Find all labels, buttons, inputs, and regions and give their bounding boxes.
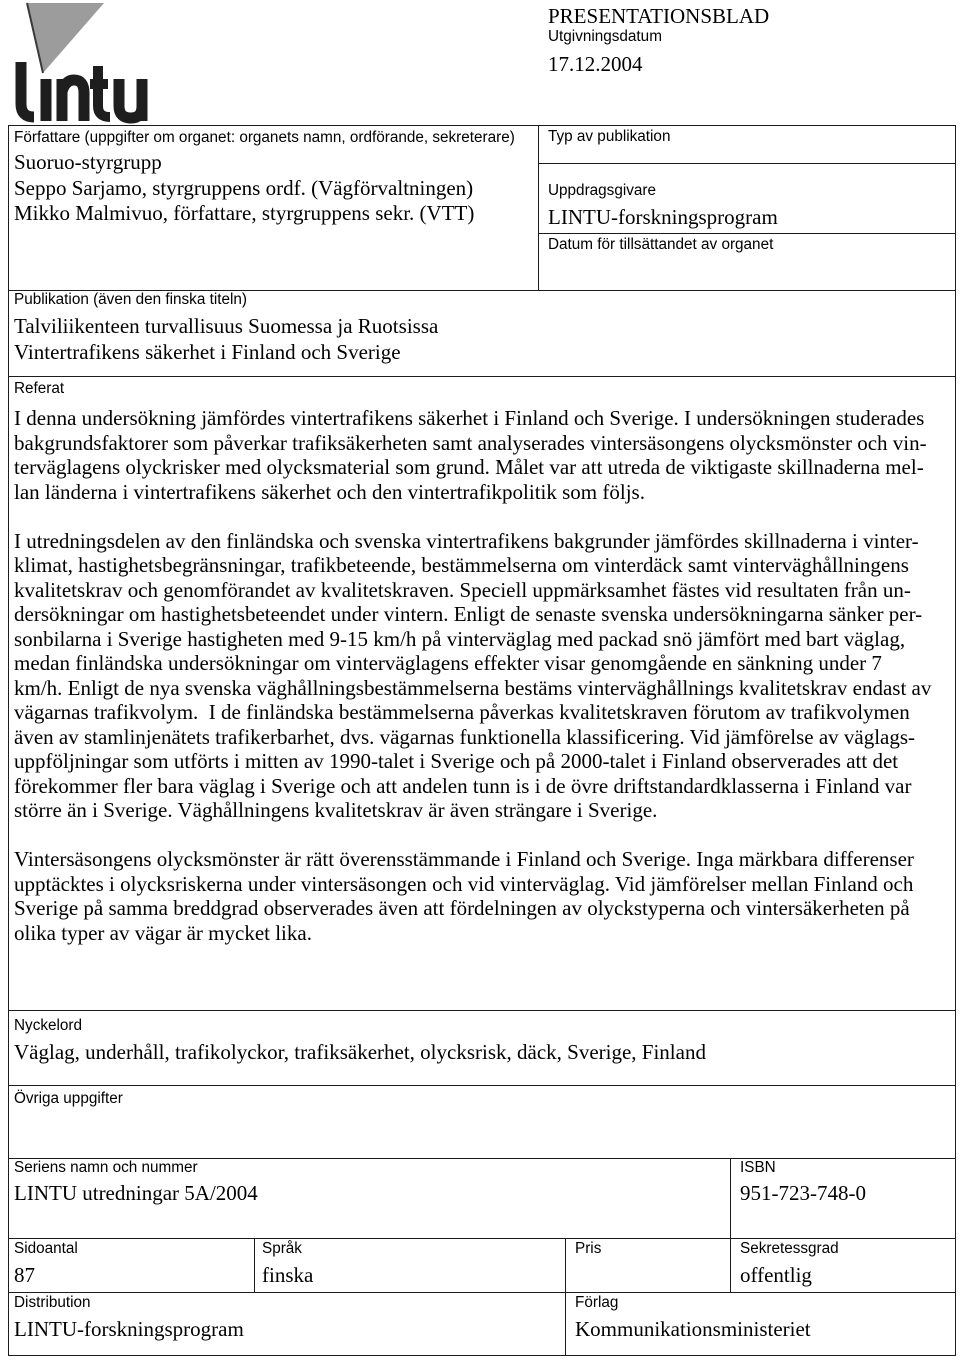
authors-list	[14, 150, 538, 227]
other-info-label: Övriga uppgifter	[14, 1090, 123, 1107]
abstract-line: km/h. Enligt de nya svenska väghållningsbestämmelserna bestäms vinterväghållnings kvalitetskrav endast av	[14, 675, 932, 700]
price-cell	[565, 1238, 731, 1293]
abstract-line: dersökningar om hastighetsbeteendet under vintern. Enligt de senaste svenska undersökningarna sänker per-	[14, 602, 923, 626]
language-label: Språk	[262, 1240, 302, 1257]
logo-letter-n	[62, 79, 84, 121]
distribution-label: Distribution	[14, 1294, 91, 1311]
abstract-line: upptäcktes i olycksriskerna under vintersäsongen och vid vinterväglag. Vid jämförelser mellan Finland och	[14, 871, 914, 896]
abstract-label: Referat	[14, 380, 65, 397]
abstract-line: Sverige på samma breddgrad observerades även att fördelningen av olyckstyperna och vintersäkerheten på	[14, 896, 910, 920]
publication-title-finnish: Talviliikenteen turvallisuus Suomessa ja Ruotsissa	[14, 314, 439, 338]
publication-label: Publikation (även den finska titeln)	[14, 291, 247, 308]
lintu-logo	[10, 0, 160, 124]
abstract-line: bakgrundsfaktorer som påverkar trafiksäkerheten samt analyserades vintersäsongens olycksmönster och vin-	[14, 430, 927, 455]
document-type-title: PRESENTATIONSBLAD	[548, 4, 770, 28]
abstract-line: sonbilarna i Sverige hastigheten med 9-15 km/h på vinterväglag med packad snö jämfört med bart väglag,	[14, 626, 906, 651]
abstract-line: kvalitetskrav och genomförandet av kvalitetskraven. Speciell uppmärksamhet fästes vid resultaten från un-	[14, 577, 911, 602]
series-cell	[8, 1158, 731, 1239]
abstract-line: klimat, hastighetsbegränsningar, trafikbeteende, bestämmelserna om vinterdäck samt vinterväghållningens	[14, 553, 909, 577]
keywords-value: Väglag, underhåll, trafikolyckor, trafiksäkerhet, olycksrisk, däck, Sverige, Finland	[14, 1040, 706, 1064]
isbn-label: ISBN	[740, 1159, 776, 1176]
language-value: finska	[262, 1263, 314, 1287]
abstract-line: I utredningsdelen av den finländska och svenska vintertrafikens bakgrunder jämfördes skillnaderna i vinter-	[14, 528, 919, 553]
secrecy-cell	[730, 1238, 956, 1293]
abstract-line: olika typer av vägar är mycket lika.	[14, 920, 312, 945]
logo-letter-t	[90, 66, 110, 117]
price-label: Pris	[575, 1240, 602, 1257]
logo-letter-u	[119, 79, 142, 121]
abstract-line: även av stamlinjenätets trafikerbarhet, dvs. vägarnas funktionella klassificering. Vid jämförelse av väglags-	[14, 724, 916, 749]
series-label: Seriens namn och nummer	[14, 1159, 198, 1176]
authors-label: Författare (uppgifter om organet: organets namn, ordförande, sekreterare)	[14, 129, 515, 146]
author-line: Suoruo-styrgrupp	[14, 150, 162, 174]
language-cell	[254, 1238, 566, 1293]
abstract-paragraph	[14, 847, 955, 945]
isbn-cell	[730, 1158, 956, 1239]
publication-date: 17.12.2004	[548, 52, 643, 76]
publisher-value: Kommunikationsministeriet	[575, 1317, 811, 1341]
pages-label: Sidoantal	[14, 1240, 78, 1257]
keywords-cell	[8, 1010, 956, 1086]
abstract-line: lan länderna i vintertrafikens säkerhet och den vintertrafikpolitik som följs.	[14, 479, 645, 504]
abstract-body	[14, 406, 955, 945]
other-info-cell	[8, 1085, 956, 1159]
abstract-line: vägarnas trafikvolym. I de finländska bestämmelserna påverkas kvalitetskraven förutom av trafikvolymen	[14, 700, 910, 724]
publication-type-label: Typ av publikation	[548, 128, 671, 145]
publication-date-label: Utgivningsdatum	[548, 28, 662, 45]
publication-titles	[14, 314, 955, 365]
abstract-paragraph	[14, 529, 955, 823]
publication-title-swedish: Vintertrafikens säkerhet i Finland och Sverige	[14, 339, 401, 364]
abstract-cell	[8, 376, 956, 1011]
secrecy-value: offentlig	[740, 1263, 812, 1287]
appointment-date-label: Datum för tillsättandet av organet	[548, 236, 774, 253]
appointment-date-cell	[538, 233, 956, 291]
secrecy-label: Sekretessgrad	[740, 1240, 839, 1257]
abstract-line: Vintersäsongens olycksmönster är rätt överensstämmande i Finland och Sverige. Inga märkbara differenser	[14, 847, 914, 871]
pages-cell	[8, 1238, 255, 1293]
logo-bird-mark	[27, 3, 104, 73]
publication-type-cell	[538, 125, 956, 164]
abstract-line: medan finländska undersökningar om vinterväglagens effekter visar genomgående en sänkning under 7	[14, 651, 882, 675]
publication-cell	[8, 290, 956, 377]
abstract-line: terväglagens olyckrisker med olycksmaterial som grund. Målet var att utreda de viktigaste skillnaderna mel-	[14, 455, 924, 479]
distribution-cell	[8, 1292, 566, 1356]
author-line: Seppo Sarjamo, styrgruppens ordf. (Vägförvaltningen)	[14, 175, 474, 200]
pages-value: 87	[14, 1263, 35, 1287]
distribution-value: LINTU-forskningsprogram	[14, 1317, 244, 1341]
commissioner-label: Uppdragsgivare	[548, 182, 656, 199]
abstract-line: I denna undersökning jämfördes vintertrafikens säkerhet i Finland och Sverige. I undersökningen studerades	[14, 406, 925, 430]
abstract-paragraph	[14, 406, 955, 504]
publisher-label: Förlag	[575, 1294, 619, 1311]
commissioner-value: LINTU-forskningsprogram	[548, 205, 778, 229]
abstract-line: uppföljningar som utförts i mitten av 1990-talet i Sverige och på 2000-talet i Finland observerades att det	[14, 749, 899, 773]
series-value: LINTU utredningar 5A/2004	[14, 1181, 258, 1205]
keywords-label: Nyckelord	[14, 1017, 83, 1034]
abstract-line: större än i Sverige. Väghållningens kvalitetskrav är även strängare i Sverige.	[14, 798, 658, 822]
abstract-line: förekommer fler bara väglag i Sverige och att andelen tunn is i de övre driftstandardklasserna i Finland var	[14, 773, 912, 798]
author-line: Mikko Malmivuo, författare, styrgruppens sekr. (VTT)	[14, 201, 475, 225]
commissioner-cell	[538, 163, 956, 234]
isbn-value: 951-723-748-0	[740, 1181, 866, 1205]
authors-cell	[8, 125, 539, 291]
publisher-cell	[565, 1292, 956, 1356]
logo-letter-l	[21, 62, 34, 117]
